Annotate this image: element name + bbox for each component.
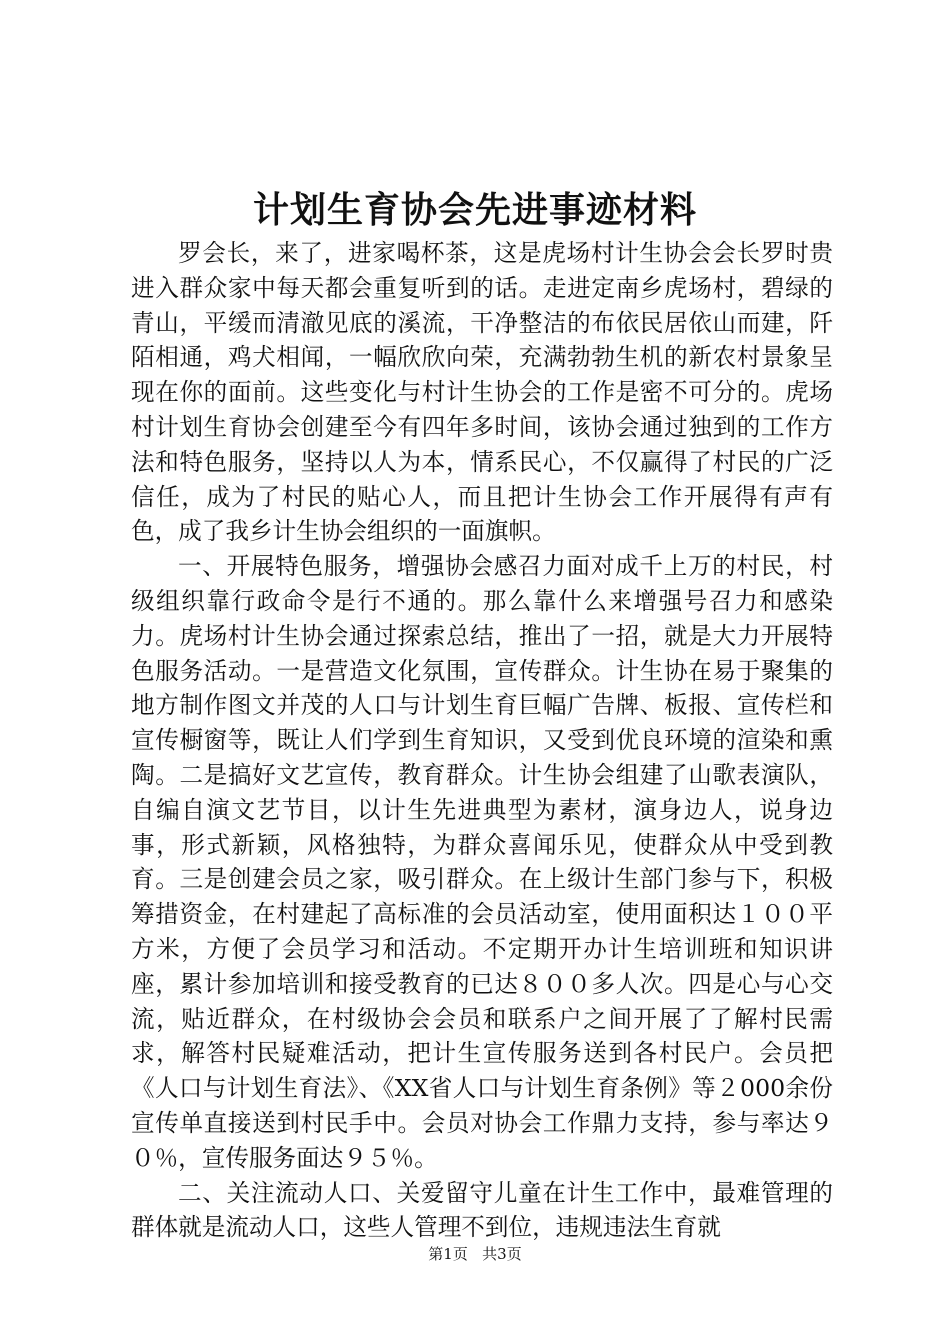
page-number: 第1页 [428,1245,468,1263]
paragraph-section-one: 一、开展特色服务，增强协会感召力面对成千上万的村民，村级组织靠行政命令是行不通的。那么靠什么来增强号召力和感染力。虎场村计生协会通过探索总结，推出了一招，就是大力开展特色服务活动。一是营造文化氛围，宣传群众。计生协在易于聚集的地方制作图文并茂的人口与计划生育巨幅广告牌、板报、宣传栏和宣传橱窗等，既让人们学到生育知识，又受到优良环境的渲染和熏陶。二是搞好文艺宣传，教育群众。计生协会组建了山歌表演队，自编自演文艺节目，以计生先进典型为素材，演身边人，说身边事，形式新颖，风格独特，为群众喜闻乐见，使群众从中受到教育。三是创建会员之家，吸引群众。在上级计生部门参与下，积极筹措资金，在村建起了高标准的会员活动室，使用面积达１００平方米，方便了会员学习和活动。不定期开办计生培训班和知识讲座，累计参加培训和接受教育的已达８００多人次。四是心与心交流，贴近群众，在村级协会会员和联系户之间开展了了解村民需求，解答村民疑难活动，把计生宣传服务送到各村民户。会员把《人口与计划生育法》、《XX省人口与计划生育条例》等２000余份宣传单直接送到村民手中。会员对协会工作鼎力支持，参与率达９０％，宣传服务面达９５％。 [131,552,833,1172]
paragraph-section-two: 二、关注流动人口、关爱留守儿童在计生工作中，最难管理的群体就是流动人口，这些人管理不到位，违规违法生育就 [131,1178,833,1242]
page-footer [0,1244,950,1264]
document-title: 计划生育协会先进事迹材料 [252,189,697,231]
page-total: 共3页 [482,1245,522,1263]
document-body [131,236,833,1245]
paragraph-intro: 罗会长，来了，进家喝杯茶，这是虎场村计生协会会长罗时贵进入群众家中每天都会重复听到的话。走进定南乡虎场村，碧绿的青山，平缓而清澈见底的溪流，干净整洁的布依民居依山而建，阡陌相通，鸡犬相闻，一幅欣欣向荣，充满勃勃生机的新农村景象呈现在你的面前。这些变化与村计生协会的工作是密不可分的。虎场村计划生育协会创建至今有四年多时间，该协会通过独到的工作方法和特色服务，坚持以人为本，情系民心，不仅赢得了村民的广泛信任，成为了村民的贴心人，而且把计生协会工作开展得有声有色，成了我乡计生协会组织的一面旗帜。 [131,239,833,546]
